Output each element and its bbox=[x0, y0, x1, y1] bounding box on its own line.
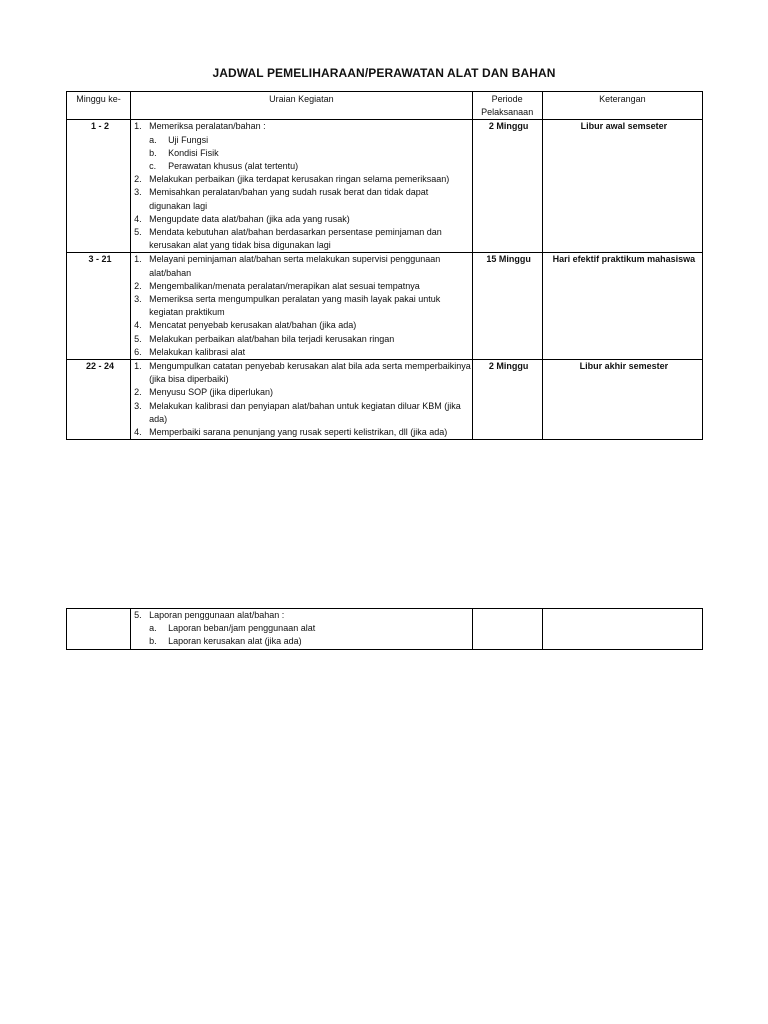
activity-list bbox=[134, 609, 472, 649]
period-cell: 2 Minggu bbox=[472, 120, 542, 253]
activity-item bbox=[134, 346, 472, 359]
sub-item-text: Laporan beban/jam penggunaan alat bbox=[168, 623, 316, 634]
activity-item bbox=[134, 173, 472, 186]
sub-item bbox=[149, 635, 472, 648]
item-text: Melakukan perbaikan (jika terdapat kerusakan ringan selama pemeriksaan) bbox=[149, 174, 450, 185]
item-number: 4. bbox=[134, 427, 142, 438]
activity-item bbox=[134, 426, 472, 439]
item-number: 2. bbox=[134, 174, 142, 185]
activity-item bbox=[134, 120, 472, 173]
item-text: Memeriksa peralatan/bahan : bbox=[149, 121, 266, 132]
week-cell bbox=[67, 609, 131, 650]
item-number: 5. bbox=[134, 227, 142, 238]
week-cell: 3 - 21 bbox=[67, 253, 131, 360]
item-text: Melakukan kalibrasi alat bbox=[149, 346, 246, 357]
sub-item-text: Kondisi Fisik bbox=[168, 147, 219, 158]
table-header-row bbox=[67, 92, 703, 120]
sub-item-letter: c. bbox=[149, 161, 157, 172]
item-number: 1. bbox=[134, 121, 142, 132]
item-number: 3. bbox=[134, 400, 142, 411]
item-number: 2. bbox=[134, 280, 142, 291]
item-text: Melayani peminjaman alat/bahan serta melakukan supervisi penggunaan alat/bahan bbox=[149, 254, 441, 278]
header-note: Keterangan bbox=[542, 92, 702, 120]
note-cell bbox=[542, 609, 702, 650]
table-row bbox=[67, 253, 703, 360]
item-text: Melakukan perbaikan alat/bahan bila terjadi kerusakan ringan bbox=[149, 333, 395, 344]
sub-item-text: Uji Fungsi bbox=[168, 134, 209, 145]
period-cell: 2 Minggu bbox=[472, 360, 542, 440]
sub-item-letter: a. bbox=[149, 623, 157, 634]
activity-item bbox=[134, 280, 472, 293]
week-cell: 1 - 2 bbox=[67, 120, 131, 253]
item-text: Memeriksa serta mengumpulkan peralatan yang masih layak pakai untuk kegiatan praktikum bbox=[149, 294, 441, 318]
item-text: Memperbaiki sarana penunjang yang rusak seperti kelistrikan, dll (jika ada) bbox=[149, 427, 448, 438]
sub-item bbox=[149, 622, 472, 635]
header-week: Minggu ke- bbox=[67, 92, 131, 120]
activity-item bbox=[134, 293, 472, 319]
header-period: Periode Pelaksanaan bbox=[472, 92, 542, 120]
sub-item bbox=[149, 134, 472, 147]
activity-item bbox=[134, 226, 472, 252]
table-row bbox=[67, 360, 703, 440]
activity-item bbox=[134, 609, 472, 649]
item-number: 3. bbox=[134, 294, 142, 305]
activity-list bbox=[134, 360, 472, 439]
table-row bbox=[67, 120, 703, 253]
item-number: 4. bbox=[134, 320, 142, 331]
week-cell: 22 - 24 bbox=[67, 360, 131, 440]
note-cell: Libur awal semseter bbox=[542, 120, 702, 253]
item-number: 5. bbox=[134, 333, 142, 344]
item-text: Mengumpulkan catatan penyebab kerusakan alat bila ada serta memperbaikinya (jika bisa diperbaiki) bbox=[149, 361, 471, 385]
item-number: 4. bbox=[134, 213, 142, 224]
item-number: 1. bbox=[134, 361, 142, 372]
item-text: Melakukan kalibrasi dan penyiapan alat/bahan untuk kegiatan diluar KBM (jika ada) bbox=[149, 400, 461, 424]
item-number: 3. bbox=[134, 187, 142, 198]
activity-item bbox=[134, 360, 472, 386]
item-text: Mendata kebutuhan alat/bahan berdasarkan persentase peminjaman dan kerusakan alat yang tidak bisa digunakan lagi bbox=[149, 227, 442, 251]
activity-item bbox=[134, 213, 472, 226]
sub-item bbox=[149, 147, 472, 160]
activity-list bbox=[134, 120, 472, 252]
activity-item bbox=[134, 253, 472, 279]
item-number: 5. bbox=[134, 610, 142, 620]
item-text: Mengupdate data alat/bahan (jika ada yang rusak) bbox=[149, 213, 350, 224]
sub-item-letter: a. bbox=[149, 134, 157, 145]
item-number: 1. bbox=[134, 254, 142, 265]
activity-item bbox=[134, 400, 472, 426]
item-text: Laporan penggunaan alat/bahan : bbox=[149, 610, 285, 620]
activity-item bbox=[134, 386, 472, 399]
item-text: Mencatat penyebab kerusakan alat/bahan (jika ada) bbox=[149, 320, 357, 331]
activity-item bbox=[134, 319, 472, 332]
continuation-table bbox=[66, 608, 703, 650]
activity-cell bbox=[131, 360, 473, 440]
header-activity: Uraian Kegiatan bbox=[131, 92, 473, 120]
document-title: JADWAL PEMELIHARAAN/PERAWATAN ALAT DAN BAHAN bbox=[212, 66, 556, 80]
activity-cell bbox=[131, 609, 473, 650]
sub-list bbox=[149, 622, 472, 648]
table-body bbox=[67, 120, 703, 440]
item-number: 6. bbox=[134, 346, 142, 357]
schedule-table bbox=[66, 91, 703, 440]
activity-item bbox=[134, 186, 472, 212]
continuation-body bbox=[67, 609, 703, 650]
note-cell: Hari efektif praktikum mahasiswa bbox=[542, 253, 702, 360]
activity-cell bbox=[131, 253, 473, 360]
sub-item-text: Laporan kerusakan alat (jika ada) bbox=[168, 636, 302, 647]
period-cell: 15 Minggu bbox=[472, 253, 542, 360]
item-text: Mengembalikan/menata peralatan/merapikan alat sesuai tempatnya bbox=[149, 280, 420, 291]
activity-cell bbox=[131, 120, 473, 253]
activity-item bbox=[134, 333, 472, 346]
sub-item-letter: b. bbox=[149, 636, 157, 647]
sub-item-letter: b. bbox=[149, 147, 157, 158]
item-text: Menyusu SOP (jika diperlukan) bbox=[149, 387, 273, 398]
sub-item bbox=[149, 160, 472, 173]
period-cell bbox=[472, 609, 542, 650]
item-number: 2. bbox=[134, 387, 142, 398]
note-cell: Libur akhir semester bbox=[542, 360, 702, 440]
sub-list bbox=[149, 134, 472, 174]
table-row bbox=[67, 609, 703, 650]
sub-item-text: Perawatan khusus (alat tertentu) bbox=[168, 161, 299, 172]
item-text: Memisahkan peralatan/bahan yang sudah rusak berat dan tidak dapat digunakan lagi bbox=[149, 187, 429, 211]
activity-list bbox=[134, 253, 472, 359]
